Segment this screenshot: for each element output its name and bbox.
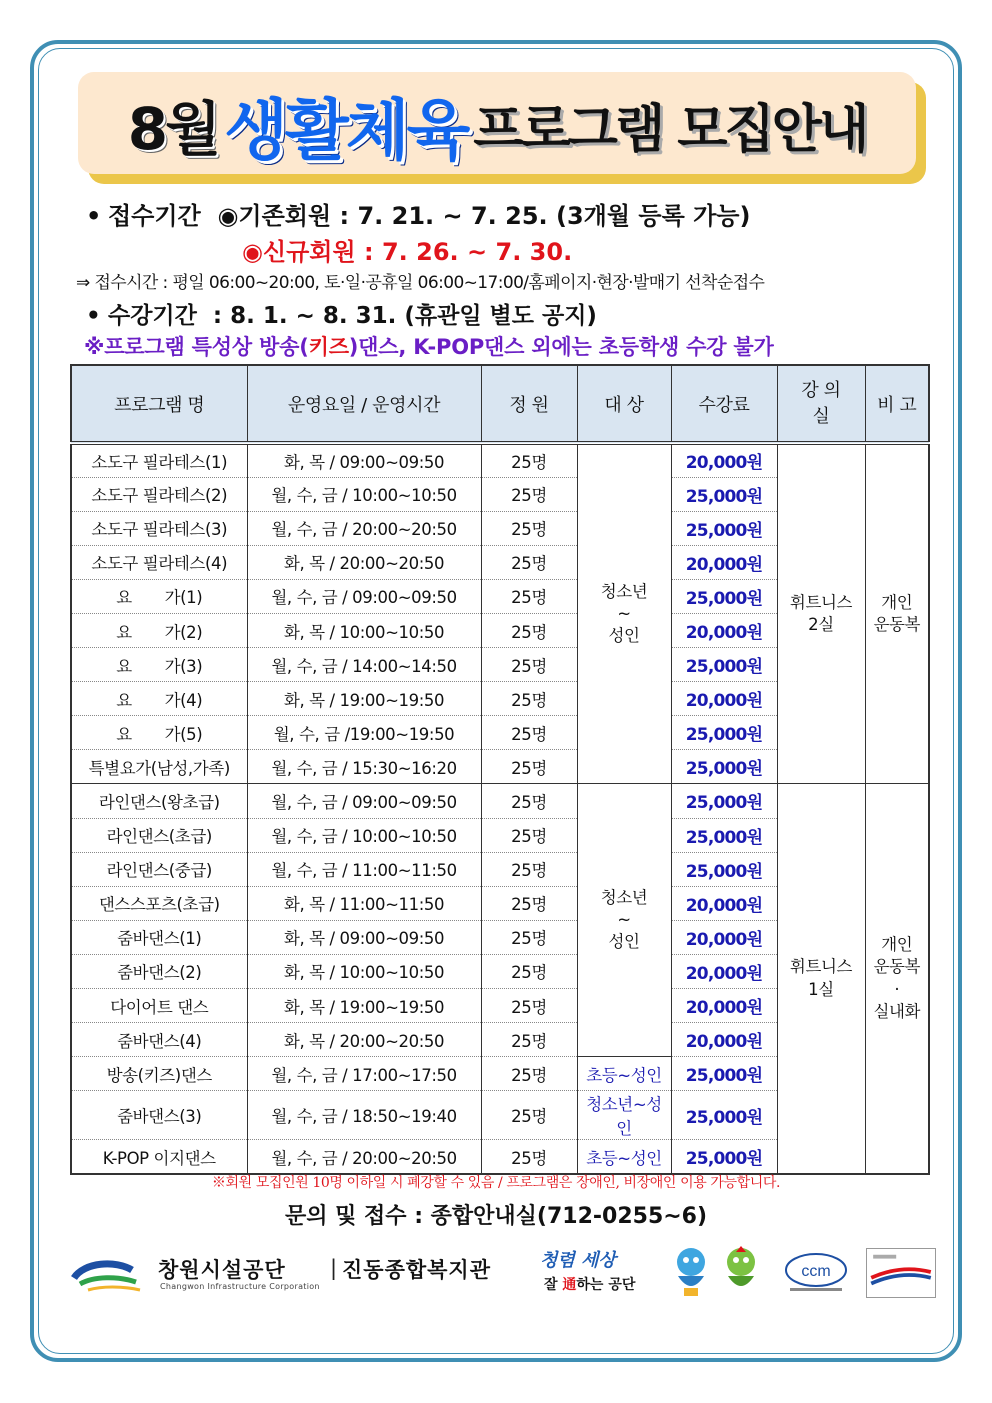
capacity: 25명 xyxy=(481,648,577,682)
schedule: 화, 목 / 10:00~10:50 xyxy=(247,613,481,647)
fee: 25,000원 xyxy=(671,511,777,545)
slogan-highlight: 通 xyxy=(562,1277,577,1293)
program-name: 방송(키즈)댄스 xyxy=(71,1057,247,1091)
program-name: 소도구 필라테스(1) xyxy=(71,443,247,477)
capacity: 25명 xyxy=(481,920,577,954)
fee: 25,000원 xyxy=(671,784,777,818)
classroom xyxy=(777,784,865,1174)
column-header: 대 상 xyxy=(577,365,671,443)
capacity: 25명 xyxy=(481,1140,577,1174)
fee: 20,000원 xyxy=(671,443,777,477)
remarks xyxy=(865,784,929,1174)
capacity: 25명 xyxy=(481,1091,577,1140)
capacity: 25명 xyxy=(481,989,577,1023)
fee: 25,000원 xyxy=(671,852,777,886)
title-banner xyxy=(78,72,916,174)
org-name-en: Changwon Infrastructure Corporation xyxy=(160,1282,320,1291)
fee: 25,000원 xyxy=(671,648,777,682)
contact-info: 문의 및 접수 : 종합안내실(712-0255~6) xyxy=(284,1204,708,1229)
footer-logos xyxy=(70,1244,940,1314)
fee: 25,000원 xyxy=(671,579,777,613)
warning-post: )댄스, K-POP댄스 외에는 초등학생 수강 불가 xyxy=(348,335,774,359)
fee: 20,000원 xyxy=(671,682,777,716)
page-title xyxy=(78,76,916,172)
program-name: 라인댄스(초급) xyxy=(71,818,247,852)
program-table xyxy=(70,364,930,1175)
title-rest: 프로그램 모집안내 xyxy=(473,98,867,160)
cell-line: 개인 xyxy=(881,592,913,612)
schedule: 월, 수, 금 / 10:00~10:50 xyxy=(247,477,481,511)
target-audience xyxy=(577,443,671,784)
fee: 25,000원 xyxy=(671,818,777,852)
center-name: 진동종합복지관 xyxy=(342,1258,492,1282)
fee: 25,000원 xyxy=(671,1091,777,1140)
capacity: 25명 xyxy=(481,954,577,988)
program-name: 요 가(4) xyxy=(71,682,247,716)
program-name: K-POP 이지댄스 xyxy=(71,1140,247,1174)
mascot-blue-icon xyxy=(670,1244,712,1300)
ccm-text: ccm xyxy=(801,1263,831,1280)
certification-mark-icon xyxy=(866,1248,936,1298)
schedule: 월, 수, 금 / 14:00~14:50 xyxy=(247,648,481,682)
fee: 20,000원 xyxy=(671,989,777,1023)
ccm-logo-icon xyxy=(780,1250,852,1298)
cell-line: 휘트니스 xyxy=(789,957,853,977)
program-name: 줌바댄스(4) xyxy=(71,1023,247,1057)
new-member-period: ◉신규회원 : 7. 26. ~ 7. 30. xyxy=(242,238,573,266)
cell-line: 실내화 xyxy=(873,1001,921,1021)
cell-line: ~ xyxy=(617,604,631,624)
existing-member-period: ◉기존회원 : 7. 21. ~ 7. 25. (3개월 등록 가능) xyxy=(217,202,751,230)
cell-line: 청소년 xyxy=(600,581,648,601)
registration-existing xyxy=(86,196,750,231)
cell-line: 청소년 xyxy=(600,887,648,907)
schedule: 월, 수, 금 / 09:00~09:50 xyxy=(247,784,481,818)
program-name: 요 가(3) xyxy=(71,648,247,682)
capacity: 25명 xyxy=(481,1057,577,1091)
warning-pre: ※프로그램 특성상 방송( xyxy=(84,335,309,359)
registration-label: 접수기간 xyxy=(108,202,201,230)
target-audience: 초등~성인 xyxy=(577,1140,671,1174)
mascot-green-icon xyxy=(720,1244,762,1300)
capacity: 25명 xyxy=(481,613,577,647)
column-header: 비 고 xyxy=(865,365,929,443)
cell-line: 1실 xyxy=(808,979,834,999)
schedule: 월, 수, 금 /19:00~19:50 xyxy=(247,716,481,750)
program-name: 줌바댄스(3) xyxy=(71,1091,247,1140)
fee: 20,000원 xyxy=(671,1023,777,1057)
registration-hours: ⇒ 접수시간 : 평일 06:00~20:00, 토·일·공휴일 06:00~17:00/홈페이지·현장·발매기 선착순접수 xyxy=(76,273,765,293)
schedule: 화, 목 / 19:00~19:50 xyxy=(247,989,481,1023)
title-month: 8월 xyxy=(127,95,219,163)
column-header: 프로그램 명 xyxy=(71,365,247,443)
cell-line: · xyxy=(894,979,900,999)
fee: 20,000원 xyxy=(671,920,777,954)
fee: 25,000원 xyxy=(671,1057,777,1091)
target-audience xyxy=(577,784,671,1057)
cell-line: 운동복 xyxy=(873,615,921,635)
bullet-icon: • xyxy=(86,303,101,329)
cell-line: 개인 xyxy=(881,935,913,955)
capacity: 25명 xyxy=(481,682,577,716)
warning-note xyxy=(84,331,774,361)
schedule: 월, 수, 금 / 20:00~20:50 xyxy=(247,1140,481,1174)
program-name: 댄스스포츠(초급) xyxy=(71,886,247,920)
fee: 25,000원 xyxy=(671,716,777,750)
schedule: 화, 목 / 09:00~09:50 xyxy=(247,443,481,477)
schedule: 화, 목 / 20:00~20:50 xyxy=(247,1023,481,1057)
cell-line: 성인 xyxy=(608,932,640,952)
fee: 20,000원 xyxy=(671,954,777,988)
capacity: 25명 xyxy=(481,511,577,545)
program-name: 요 가(2) xyxy=(71,613,247,647)
footnote: ※회원 모집인원 10명 이하일 시 폐강할 수 있음 / 프로그램은 장애인, 비장애인 이용 가능합니다. xyxy=(211,1175,781,1191)
capacity: 25명 xyxy=(481,852,577,886)
remarks xyxy=(865,443,929,784)
program-name: 소도구 필라테스(2) xyxy=(71,477,247,511)
schedule: 월, 수, 금 / 10:00~10:50 xyxy=(247,818,481,852)
program-name: 요 가(5) xyxy=(71,716,247,750)
capacity: 25명 xyxy=(481,886,577,920)
program-name: 라인댄스(왕초급) xyxy=(71,784,247,818)
footer-divider: | xyxy=(330,1256,338,1280)
warning-kids: 키즈 xyxy=(308,335,349,359)
table-row xyxy=(71,443,929,477)
column-header: 운영요일 / 운영시간 xyxy=(247,365,481,443)
capacity: 25명 xyxy=(481,443,577,477)
program-name: 다이어트 댄스 xyxy=(71,989,247,1023)
capacity: 25명 xyxy=(481,818,577,852)
schedule: 월, 수, 금 / 17:00~17:50 xyxy=(247,1057,481,1091)
column-header: 정 원 xyxy=(481,365,577,443)
course-period xyxy=(86,297,597,330)
schedule: 화, 목 / 11:00~11:50 xyxy=(247,886,481,920)
schedule: 월, 수, 금 / 11:00~11:50 xyxy=(247,852,481,886)
schedule: 월, 수, 금 / 18:50~19:40 xyxy=(247,1091,481,1140)
period-text: : 8. 1. ~ 8. 31. (휴관일 별도 공지) xyxy=(212,303,597,329)
program-name: 소도구 필라테스(4) xyxy=(71,545,247,579)
cell-line: 성인 xyxy=(608,626,640,646)
schedule: 월, 수, 금 / 09:00~09:50 xyxy=(247,579,481,613)
column-header: 수강료 xyxy=(671,365,777,443)
program-name: 요 가(1) xyxy=(71,579,247,613)
table-row xyxy=(71,784,929,818)
period-label: 수강기간 xyxy=(108,303,197,329)
schedule: 화, 목 / 19:00~19:50 xyxy=(247,682,481,716)
program-name: 특별요가(남성,가족) xyxy=(71,750,247,784)
program-name: 소도구 필라테스(3) xyxy=(71,511,247,545)
schedule: 월, 수, 금 / 20:00~20:50 xyxy=(247,511,481,545)
fee: 25,000원 xyxy=(671,1140,777,1174)
capacity: 25명 xyxy=(481,750,577,784)
schedule: 화, 목 / 09:00~09:50 xyxy=(247,920,481,954)
capacity: 25명 xyxy=(481,784,577,818)
schedule: 화, 목 / 10:00~10:50 xyxy=(247,954,481,988)
table-header-row xyxy=(71,365,929,443)
cell-line: ~ xyxy=(617,910,631,930)
changwon-logo-icon xyxy=(70,1254,150,1296)
fee: 20,000원 xyxy=(671,545,777,579)
capacity: 25명 xyxy=(481,477,577,511)
slogan xyxy=(544,1274,635,1294)
schedule: 월, 수, 금 / 15:30~16:20 xyxy=(247,750,481,784)
fee: 25,000원 xyxy=(671,477,777,511)
target-audience: 청소년~성인 xyxy=(577,1091,671,1140)
fee: 25,000원 xyxy=(671,750,777,784)
org-name: 창원시설공단 xyxy=(158,1258,286,1282)
capacity: 25명 xyxy=(481,579,577,613)
slogan-post: 하는 공단 xyxy=(576,1277,636,1293)
bullet-icon: • xyxy=(86,202,102,230)
target-audience: 초등~성인 xyxy=(577,1057,671,1091)
classroom xyxy=(777,443,865,784)
capacity: 25명 xyxy=(481,716,577,750)
column-header: 강 의 실 xyxy=(777,365,865,443)
fee: 20,000원 xyxy=(671,886,777,920)
title-highlight: 생활체육 xyxy=(224,91,468,169)
slogan-pre: 잘 xyxy=(544,1277,563,1293)
cell-line: 2실 xyxy=(808,615,834,635)
fee: 20,000원 xyxy=(671,613,777,647)
slogan-clean-world: 청렴 세상 xyxy=(540,1250,616,1271)
program-name: 라인댄스(중급) xyxy=(71,852,247,886)
cell-line: 휘트니스 xyxy=(789,592,853,612)
schedule: 화, 목 / 20:00~20:50 xyxy=(247,545,481,579)
cell-line: 운동복 xyxy=(873,957,921,977)
capacity: 25명 xyxy=(481,545,577,579)
program-name: 줌바댄스(2) xyxy=(71,954,247,988)
capacity: 25명 xyxy=(481,1023,577,1057)
program-name: 줌바댄스(1) xyxy=(71,920,247,954)
